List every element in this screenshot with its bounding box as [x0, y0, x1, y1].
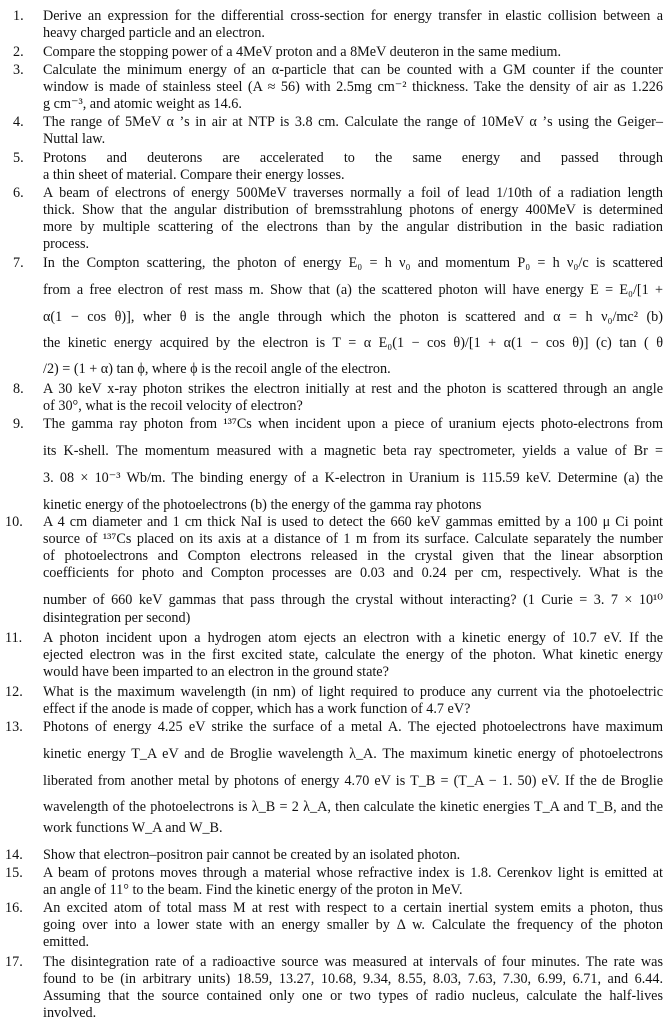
question-number: 5. — [13, 150, 24, 166]
question-number: 10. — [5, 514, 23, 530]
question-line: would have been imparted to an electron in the ground state? — [43, 664, 389, 680]
question-line: A 30 keV x-ray photon strikes the electron initially at rest and the photon is scattered through an angle — [43, 381, 663, 397]
question-line: Photons of energy 4.25 eV strike the surface of a metal A. The ejected photoelectrons have maximum — [43, 719, 663, 735]
question-line: effect if the anode is made of copper, which has a work function of 4.7 eV? — [43, 701, 471, 717]
question-number: 13. — [5, 719, 23, 735]
question-line: A photon incident upon a hydrogen atom ejects an electron with a kinetic energy of 10.7 eV. If the — [43, 630, 663, 646]
question-line: A beam of electrons of energy 500MeV traverses normally a foil of lead 1/10th of a radiation length — [43, 185, 663, 201]
question-line: work functions W_A and W_B. — [43, 820, 223, 836]
question-line: Compare the stopping power of a 4MeV proton and a 8MeV deuteron in the same medium. — [43, 44, 561, 60]
question-line: liberated from another metal by photons of energy 4.70 eV is T_B = (T_A − 1. 50) eV. If the de Broglie — [43, 773, 663, 789]
question-line: kinetic energy of the photoelectrons (b) the energy of the gamma ray photons — [43, 497, 482, 513]
question-line: number of 660 keV gammas that pass through the crystal without interacting? (1 Curie = 3. 7 × 10¹⁰ — [43, 592, 663, 608]
question-line: An excited atom of total mass M at rest with respect to a certain inertial system emits a photon, thus — [43, 900, 663, 916]
question-number: 8. — [13, 381, 24, 397]
question-line: The disintegration rate of a radioactive source was measured at intervals of four minutes. The rate was — [43, 954, 663, 970]
question-line: A 4 cm diameter and 1 cm thick NaI is used to detect the 660 keV gammas emitted by a 100 μ Ci point — [43, 514, 663, 530]
question-number: 15. — [5, 865, 23, 881]
question-line: of 30°, what is the recoil velocity of electron? — [43, 398, 303, 414]
question-line: coefficients for photo and Compton processes are 0.03 and 0.24 per cm, respectively. What is the — [43, 565, 663, 581]
question-number: 12. — [5, 684, 23, 700]
question-line: α(1 − cos θ)], wher θ is the angle through which the photon is scattered and α = h ν₀/mc² (b) — [43, 309, 663, 325]
question-line: involved. — [43, 1005, 97, 1021]
question-number: 3. — [13, 62, 24, 78]
question-line: Assuming that the source contained only one or two types of radio nucleus, calculate the half-lives — [43, 988, 663, 1004]
question-line: process. — [43, 236, 90, 252]
question-line: found to be (in arbitrary units) 18.59, 13.27, 10.68, 9.34, 8.55, 8.03, 7.63, 7.30, 6.99, 6.71, and 6.44. — [43, 971, 663, 987]
question-number: 17. — [5, 954, 23, 970]
question-line: Nuttal law. — [43, 131, 106, 147]
question-line: heavy charged particle and an electron. — [43, 25, 265, 41]
question-line: window is made of stainless steel (A ≈ 56) with 2.5mg cm⁻² thickness. Take the density of air as 1.226 — [43, 79, 663, 95]
question-number: 6. — [13, 185, 24, 201]
question-line: ejected electron was in the first excited state, calculate the energy of the photon. What kinetic energy — [43, 647, 663, 663]
question-line: an angle of 11° to the beam. Find the kinetic energy of the proton in MeV. — [43, 882, 463, 898]
question-line: a thin sheet of material. Compare their energy losses. — [43, 167, 345, 183]
question-line: wavelength of the photoelectrons is λ_B = 2 λ_A, then calculate the kinetic energies T_A and T_B, and the — [43, 799, 663, 815]
question-line: emitted. — [43, 934, 90, 950]
question-number: 1. — [13, 8, 24, 24]
question-line: going over into a lower state with an energy smaller by Δ w. Calculate the frequency of the photon — [43, 917, 663, 933]
question-line: What is the maximum wavelength (in nm) of light required to produce any current via the photoelectric — [43, 684, 663, 700]
question-line: The gamma ray photon from ¹³⁷Cs when incident upon a piece of uranium ejects photo-electrons from — [43, 416, 663, 432]
question-line: Derive an expression for the differential cross-section for energy transfer in elastic collision between a — [43, 8, 663, 24]
question-line: source of ¹³⁷Cs placed on its axis at a distance of 1 m from its surface. Calculate separately the number — [43, 531, 663, 547]
question-number: 4. — [13, 114, 24, 130]
question-line: its K-shell. The momentum measured with a magnetic beta ray spectrometer, yields a value of Br = — [43, 443, 663, 459]
question-line: 3. 08 × 10⁻³ Wb/m. The binding energy of a K-electron in Uranium is 115.59 keV. Determine (a) the — [43, 470, 663, 486]
question-line: g cm⁻³, and atomic weight as 14.6. — [43, 96, 242, 112]
question-number: 7. — [13, 255, 24, 271]
question-line: the kinetic energy acquired by the electron is T = α E₀(1 − cos θ)/[1 + α(1 − cos θ)] (c) tan ( θ — [43, 335, 663, 351]
question-number: 2. — [13, 44, 24, 60]
question-line: of photoelectrons and Compton electrons released in the crystal given that the linear absorption — [43, 548, 663, 564]
question-line: more by multiple scattering of the electrons than by the angular distribution in the basic radiation — [43, 219, 663, 235]
question-number: 9. — [13, 416, 24, 432]
question-number: 16. — [5, 900, 23, 916]
question-line: Show that electron–positron pair cannot be created by an isolated photon. — [43, 847, 461, 863]
question-line: kinetic energy T_A eV and de Broglie wavelength λ_A. The maximum kinetic energy of photoelectrons — [43, 746, 663, 762]
question-line: Protons and deuterons are accelerated to the same energy and passed through — [43, 150, 663, 166]
question-line: In the Compton scattering, the photon of energy E₀ = h ν₀ and momentum P₀ = h ν₀/c is scattered — [43, 255, 663, 271]
question-line: thick. Show that the angular distribution of bremsstrahlung photons of energy 400MeV is determined — [43, 202, 663, 218]
question-line: /2) = (1 + α) tan ϕ, where ϕ is the recoil angle of the electron. — [43, 361, 391, 377]
question-number: 11. — [5, 630, 23, 646]
question-line: Calculate the minimum energy of an α-particle that can be counted with a GM counter if the counter — [43, 62, 663, 78]
question-number: 14. — [5, 847, 23, 863]
question-line: disintegration per second) — [43, 610, 191, 626]
question-line: A beam of protons moves through a material whose refractive index is 1.8. Cerenkov light is emitted at — [43, 865, 663, 881]
question-line: The range of 5MeV α ’s in air at NTP is 3.8 cm. Calculate the range of 10MeV α ’s using the Geiger– — [43, 114, 663, 130]
question-line: from a free electron of rest mass m. Show that (a) the scattered photon will have energy E = E₀/[1 + — [43, 282, 663, 298]
